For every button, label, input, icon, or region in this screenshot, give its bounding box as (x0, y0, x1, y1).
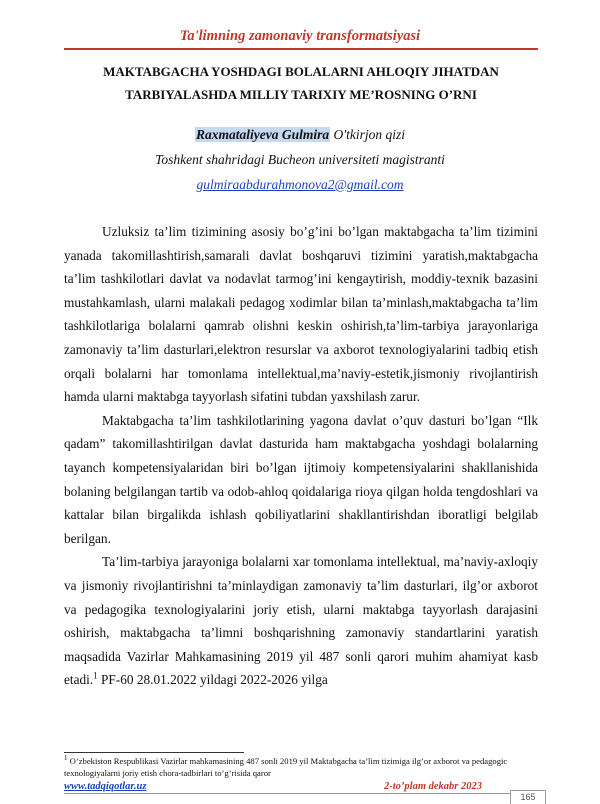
article-title-line-2: TARBIYALASHDA MILLIY TARIXIY ME’ROSNING O’RNI (125, 87, 477, 102)
footnote-divider (64, 752, 244, 753)
footnote (64, 755, 538, 779)
body-paragraph-1: Uzluksiz ta’lim tizimining asosiy bo’g’ini bo’lgan maktabgacha ta’lim tizimini yanada takomillashtirish,samarali davlat boshqaruvi tizimini yaratish,maktabgacha ta’lim tashkilotlari davlat va nodavlat tarmog’ini kengaytirish, moddiy-texnik bazasini mustahkamlash, ularni malakali pedagog xodimlar bilan ta’minlash,maktabgacha ta’lim tashkilotlariga bolalarni qamrab olishni keskin oshirish,ta’lim-tarbiya jarayonlariga zamonaviy ta’lim dasturlari,elektron resurslar va axborot texnologiyalarini tadbiq etish orqali bolalarni har tomonlama intellektual,ma’naviy-estetik,jismoniy rivojlantirish hamda ularni maktabga tayyorlash sifatini tubdan yaxshilash zarur. (64, 224, 538, 405)
journal-title: Ta'limning zamonaviy transformatsiyasi (179, 28, 421, 44)
author-affiliation: Toshkent shahridagi Bucheon universiteti magistranti (155, 152, 445, 167)
footnote-reference[interactable]: 1 (93, 670, 98, 681)
author-name-highlighted[interactable]: Raxmataliyeva Gulmira (195, 127, 330, 142)
article-body (64, 220, 538, 692)
author-name-rest: O'tkirjon qizi (330, 127, 405, 142)
footer-divider (64, 793, 538, 794)
paragraph-3-continuation: PF-60 28.01.2022 yildagi 2022-2026 yilga (97, 672, 328, 688)
author-email-link[interactable]: gulmiraabdurahmonova2@gmail.com (196, 177, 404, 192)
page-number: 165 (510, 790, 546, 804)
footer-issue-label: 2-to’plam dekabr 2023 (384, 781, 482, 792)
header-divider (64, 48, 538, 50)
footnote-number: 1 (64, 754, 68, 763)
article-title (70, 60, 532, 106)
author-line (0, 127, 600, 143)
body-paragraph-2: Maktabgacha ta’lim tashkilotlarining yagona davlat o’quv dasturi bo’lgan “Ilk qadam” takomillashtirilgan davlat dasturida ham maktabgacha yoshdagi bolalarning tayanch kompetensiyalaridan biri bo’lgan ijtimoiy kompetensiyalarini shakllanishida bolaning belgilangan tartib va odob-ahloq qoidalariga rioya qilgan holda tengdoshlari va kattalar bilan birgalikda ishlash qobiliyatlarini shakllantirishdan iboratligi belgilab berilgan. (64, 412, 538, 546)
footnote-text: O’zbekiston Respublikasi Vazirlar mahkamasining 487 sonli 2019 yil Maktabgacha ta’lim tizimiga ilg’or axborot va pedagogic texnologiyalarni joriy etish chora-tadbirlari to’g’risida qaror (64, 756, 508, 778)
article-title-line-1: MAKTABGACHA YOSHDAGI BOLALARNI AHLOQIY JIHATDAN (103, 64, 499, 79)
body-paragraph-3 (64, 550, 538, 692)
footer-website-link[interactable]: www.tadqiqotlar.uz (64, 781, 147, 792)
paragraph-3-text: Ta’lim-tarbiya jarayoniga bolalarni xar tomonlama intellektual, ma’naviy-axloqiy va jismoniy rivojlantirishni ta’minlaydigan zamonaviy ta’lim dasturlari, ilg’or axborot va pedagogika texnologiyalarini joriy etish, ularni maktabga tayyorlash darajasini oshirish, maktabgacha ta’limni boshqarishning zamonaviy standartlarini yaratish maqsadida Vazirlar Mahkamasining 2019 yil 487 sonli qarori muhim ahamiyat kasb etadi. (64, 554, 538, 688)
